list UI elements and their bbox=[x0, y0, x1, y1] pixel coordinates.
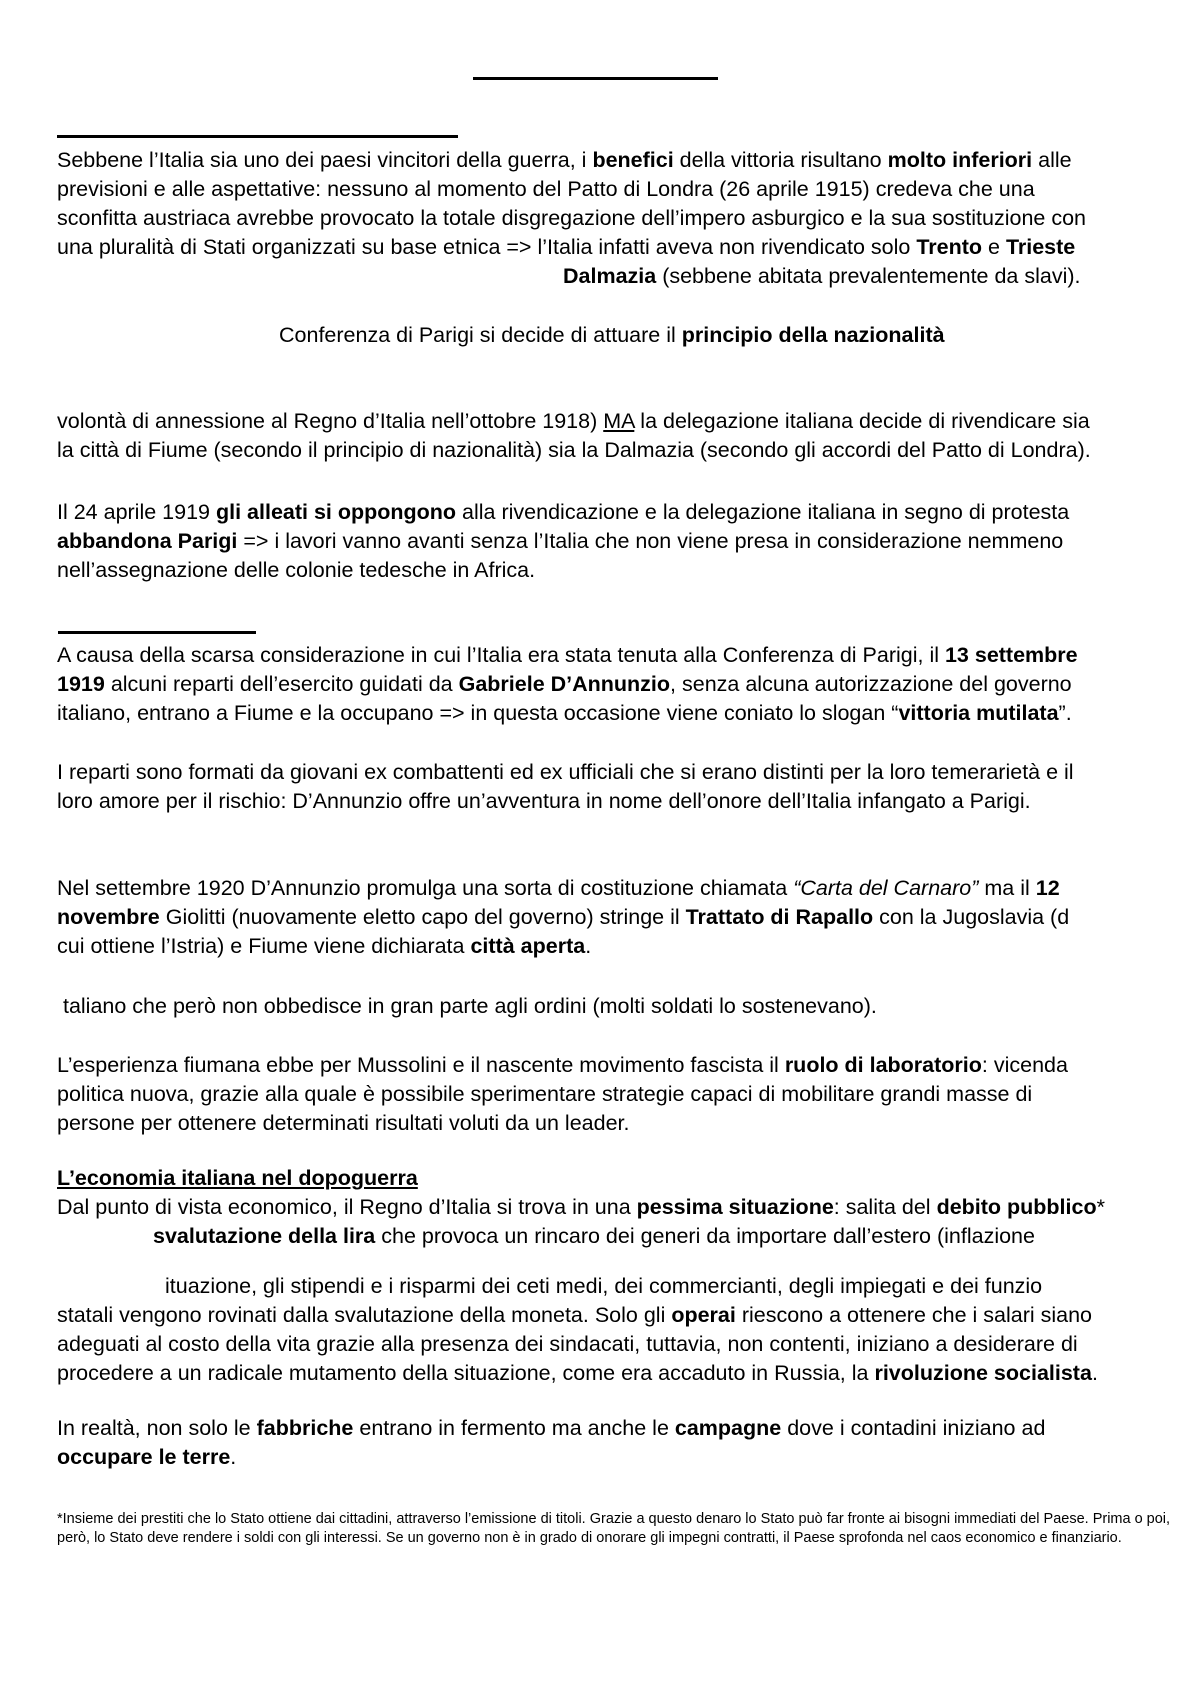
text-segment: statali vengono rovinati dalla svalutazione della moneta. Solo gli bbox=[57, 1303, 672, 1327]
paragraph-svalutazione-effetti bbox=[57, 1272, 1098, 1388]
paragraph-fabbriche-campagne bbox=[57, 1414, 1045, 1472]
text-segment: la città di Fiume (secondo il principio di nazionalità) sia la Dalmazia (secondo gli accordi del Patto di Londra). bbox=[57, 438, 1091, 462]
text-segment: => i lavori vanno avanti senza l’Italia che non viene presa in considerazione nemmeno bbox=[237, 529, 1064, 553]
text-segment: ma il bbox=[978, 876, 1036, 900]
paragraph-24-aprile bbox=[57, 498, 1069, 585]
text-segment: molto inferiori bbox=[887, 148, 1033, 172]
text-line bbox=[57, 903, 1069, 932]
text-line bbox=[57, 758, 1074, 787]
text-segment: con la Jugoslavia (d bbox=[873, 905, 1070, 929]
text-line bbox=[57, 787, 1074, 816]
text-segment: Trento bbox=[916, 235, 983, 259]
text-segment: novembre bbox=[57, 905, 160, 929]
text-segment: In realtà, non solo le bbox=[57, 1416, 257, 1440]
text-segment: nell’assegnazione delle colonie tedesche in Africa. bbox=[57, 558, 536, 582]
text-segment: ituazione, gli stipendi e i risparmi dei ceti medi, dei commercianti, degli impiegati e dei funzio bbox=[165, 1274, 1043, 1298]
text-segment: della vittoria risultano bbox=[673, 148, 888, 172]
text-line bbox=[57, 992, 877, 1021]
text-segment: ruolo di laboratorio bbox=[784, 1053, 982, 1077]
text-line bbox=[57, 1051, 1068, 1080]
text-segment: “Carta del Carnaro” bbox=[793, 876, 979, 900]
text-line bbox=[153, 1222, 1105, 1251]
text-line bbox=[279, 321, 945, 350]
text-segment: dove i contadini iniziano ad bbox=[781, 1416, 1046, 1440]
text-segment: Sebbene l’Italia sia uno dei paesi vincitori della guerra, i bbox=[57, 148, 593, 172]
text-segment: MA bbox=[603, 409, 635, 433]
text-segment: Trieste bbox=[1005, 235, 1076, 259]
text-segment: operai bbox=[671, 1303, 736, 1327]
text-segment: e bbox=[982, 235, 1006, 259]
text-segment: 1919 bbox=[57, 672, 105, 696]
text-segment: però, lo Stato deve rendere i soldi con gli interessi. Se un governo non è in grado di onorare gli impegni contratti, il Paese sprofonda nel caos economico e finanziario. bbox=[57, 1530, 1122, 1546]
text-segment: che provoca un rincaro dei generi da importare dall’estero (inflazione bbox=[375, 1224, 1035, 1248]
paragraph-economia-intro bbox=[57, 1193, 1105, 1251]
paragraph-carta-carnaro bbox=[57, 874, 1069, 961]
text-line bbox=[57, 1359, 1098, 1388]
paragraph-annessione bbox=[57, 407, 1091, 465]
text-segment: L’economia italiana nel dopoguerra bbox=[57, 1166, 418, 1190]
text-segment: volontà di annessione al Regno d’Italia nell’ottobre 1918) bbox=[57, 409, 604, 433]
text-segment: città aperta bbox=[470, 934, 586, 958]
text-segment: , senza alcuna autorizzazione del governo bbox=[670, 672, 1072, 696]
text-segment: * bbox=[1096, 1195, 1105, 1219]
text-segment: cui ottiene l’Istria) e Fiume viene dichiarata bbox=[57, 934, 471, 958]
text-segment: persone per ottenere determinati risultati voluti da un leader. bbox=[57, 1111, 630, 1135]
text-line bbox=[57, 233, 1086, 262]
text-line bbox=[57, 1109, 1068, 1138]
text-segment: italiano, entrano a Fiume e la occupano => in questa occasione viene coniato lo slogan “ bbox=[57, 701, 899, 725]
footnote-debito-pubblico bbox=[57, 1510, 1170, 1548]
text-segment: Nel settembre 1920 D’Annunzio promulga una sorta di costituzione chiamata bbox=[57, 876, 794, 900]
text-line bbox=[57, 1510, 1170, 1529]
text-segment: L’esperienza fiumana ebbe per Mussolini e il nascente movimento fascista il bbox=[57, 1053, 785, 1077]
rule-fiume-heading bbox=[58, 631, 256, 634]
text-segment: Trattato di Rapallo bbox=[685, 905, 874, 929]
text-line bbox=[57, 436, 1091, 465]
text-segment: entrano in fermento ma anche le bbox=[353, 1416, 675, 1440]
text-segment: alle bbox=[1032, 148, 1072, 172]
text-segment: *Insieme dei prestiti che lo Stato ottiene dai cittadini, attraverso l’emissione di titoli. Grazie a questo denaro lo Stato può far fronte ai bisogni immediati del Paese. Prima o poi, bbox=[57, 1511, 1171, 1527]
text-segment: principio della nazionalità bbox=[681, 323, 945, 347]
text-segment: : vicenda bbox=[981, 1053, 1068, 1077]
text-line bbox=[57, 556, 1069, 585]
text-segment: gli alleati si oppongono bbox=[215, 500, 457, 524]
text-line bbox=[165, 1272, 1098, 1301]
text-segment: una pluralità di Stati organizzati su base etnica => l’Italia infatti aveva non rivendicato solo bbox=[57, 235, 917, 259]
text-segment: la delegazione italiana decide di rivendicare sia bbox=[634, 409, 1090, 433]
rule-top-center bbox=[473, 77, 718, 80]
text-line bbox=[57, 407, 1091, 436]
text-segment: adeguati al costo della vita grazie alla presenza dei sindacati, tuttavia, non contenti, iniziano a desiderare di bbox=[57, 1332, 1078, 1356]
text-segment: loro amore per il rischio: D’Annunzio offre un’avventura in nome dell’onore dell’Italia infangato a Parigi. bbox=[57, 789, 1031, 813]
text-segment: Il 24 aprile 1919 bbox=[57, 500, 216, 524]
text-segment: ”. bbox=[1058, 701, 1072, 725]
text-segment: fabbriche bbox=[256, 1416, 354, 1440]
text-line bbox=[57, 1414, 1045, 1443]
text-segment: Dal punto di vista economico, il Regno d’Italia si trova in una bbox=[57, 1195, 637, 1219]
text-segment: abbandona Parigi bbox=[57, 529, 238, 553]
text-line bbox=[57, 1529, 1170, 1548]
text-line bbox=[57, 498, 1069, 527]
text-segment: : salita del bbox=[833, 1195, 937, 1219]
text-line bbox=[57, 699, 1078, 728]
text-segment: pessima situazione bbox=[636, 1195, 834, 1219]
text-segment: debito pubblico bbox=[936, 1195, 1097, 1219]
heading-economia bbox=[57, 1164, 418, 1193]
text-segment: svalutazione della lira bbox=[153, 1224, 376, 1248]
paragraph-impresa-fiume bbox=[57, 641, 1078, 728]
text-segment: occupare le terre bbox=[57, 1445, 231, 1469]
text-line bbox=[57, 527, 1069, 556]
text-segment: (sebbene abitata prevalentemente da slavi). bbox=[656, 264, 1081, 288]
text-segment: vittoria mutilata bbox=[898, 701, 1059, 725]
text-segment: 13 settembre bbox=[944, 643, 1078, 667]
text-segment: previsioni e alle aspettative: nessuno al momento del Patto di Londra (26 aprile 1915) credeva che una bbox=[57, 177, 1035, 201]
text-line bbox=[57, 1193, 1105, 1222]
line-conferenza bbox=[279, 321, 945, 350]
text-segment: Gabriele D’Annunzio bbox=[458, 672, 671, 696]
text-segment: sconfitta austriaca avrebbe provocato la totale disgregazione dell’impero asburgico e la sua sostituzione con bbox=[57, 206, 1087, 230]
text-segment: rivoluzione socialista bbox=[874, 1361, 1092, 1385]
text-segment: alcuni reparti dell’esercito guidati da bbox=[104, 672, 459, 696]
text-line bbox=[57, 874, 1069, 903]
text-segment: 12 bbox=[1035, 876, 1060, 900]
paragraph-esperienza-fiumana bbox=[57, 1051, 1068, 1138]
text-segment: . bbox=[230, 1445, 237, 1469]
text-line bbox=[57, 204, 1086, 233]
text-line bbox=[57, 1301, 1098, 1330]
text-segment: riescono a ottenere che i salari siano bbox=[735, 1303, 1093, 1327]
text-line bbox=[57, 1443, 1045, 1472]
text-line bbox=[57, 146, 1086, 175]
text-segment: taliano che però non obbedisce in gran parte agli ordini (molti soldati lo sostenevano). bbox=[57, 994, 877, 1018]
paragraph-intro bbox=[57, 146, 1086, 291]
text-line bbox=[57, 175, 1086, 204]
text-segment: Conferenza di Parigi si decide di attuare il bbox=[279, 323, 682, 347]
text-line bbox=[57, 932, 1069, 961]
text-segment: campagne bbox=[674, 1416, 782, 1440]
text-line bbox=[57, 1080, 1068, 1109]
text-segment: . bbox=[585, 934, 592, 958]
text-segment: A causa della scarsa considerazione in cui l’Italia era stata tenuta alla Conferenza di Parigi, il bbox=[57, 643, 945, 667]
text-line bbox=[563, 262, 1086, 291]
text-line bbox=[57, 670, 1078, 699]
text-segment: benefici bbox=[592, 148, 674, 172]
rule-intro-heading bbox=[57, 135, 458, 138]
paragraph-reparti bbox=[57, 758, 1074, 816]
text-segment: politica nuova, grazie alla quale è possibile sperimentare strategie capaci di mobilitare grandi masse di bbox=[57, 1082, 1033, 1106]
text-line bbox=[57, 1330, 1098, 1359]
text-line bbox=[57, 1164, 418, 1193]
text-segment: Dalmazia bbox=[563, 264, 657, 288]
text-segment: alla rivendicazione e la delegazione italiana in segno di protesta bbox=[456, 500, 1070, 524]
text-segment: . bbox=[1091, 1361, 1098, 1385]
paragraph-taliano bbox=[57, 992, 877, 1021]
text-segment: I reparti sono formati da giovani ex combattenti ed ex ufficiali che si erano distinti per la loro temerarietà e il bbox=[57, 760, 1074, 784]
text-segment: Giolitti (nuovamente eletto capo del governo) stringe il bbox=[159, 905, 686, 929]
text-segment: procedere a un radicale mutamento della situazione, come era accaduto in Russia, la bbox=[57, 1361, 875, 1385]
text-line bbox=[57, 641, 1078, 670]
